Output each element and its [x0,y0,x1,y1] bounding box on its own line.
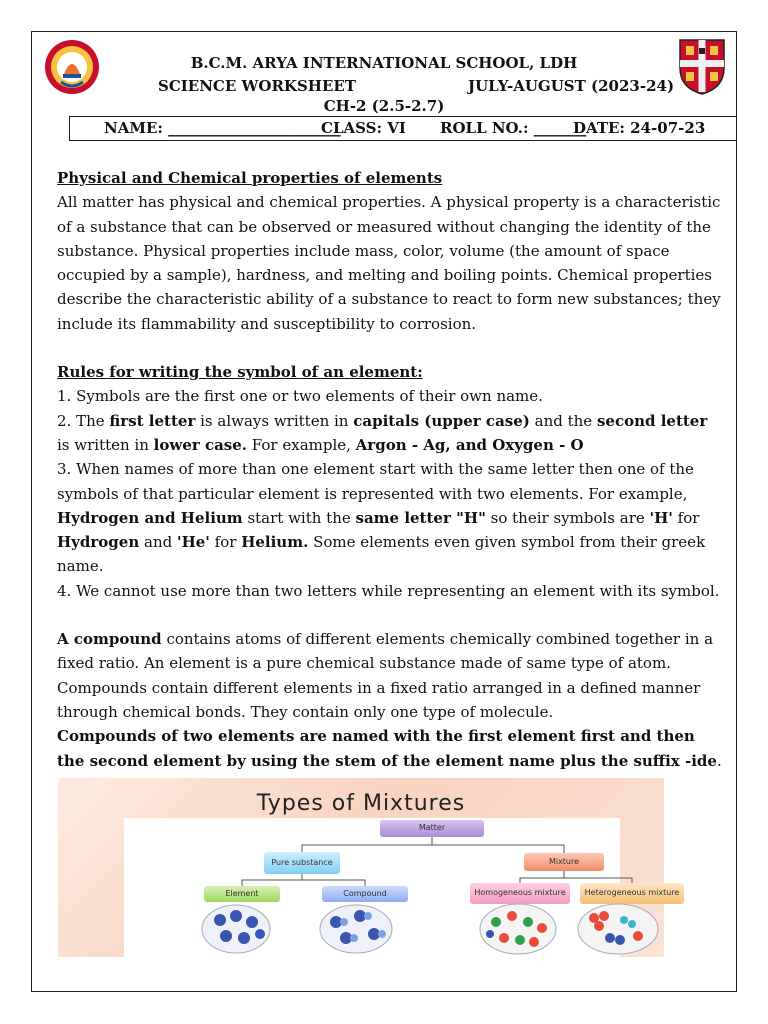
compound-paragraph: A compound contains atoms of different elements chemically combined together in a fixed ratio. An element is a pure chemical substance made of same type of atom. Compounds contain different elements in a fixed ratio arranged in a defined manner through chemical bonds. They contain only one type of molecule. [57,630,714,721]
rule-4: 4. We cannot use more than two letters while representing an element with its symbol. [57,581,720,600]
rule-1: 1. Symbols are the first one or two elements of their own name. [57,387,543,406]
figure-title: Types of Mixtures [256,791,466,816]
properties-paragraph: All matter has physical and chemical properties. A physical property is a characteristic of a substance that can be observed or measured without changing the identity of the substance. Physical properties include mass, color, volume (the amount of space occupied by a sample), hardness, and melting and boiling points. Chemical properties describe the characteristic ability of a substance to react to form new substances; they include its flammability and susceptibility to corrosion. [57,193,721,333]
name-field: NAME: _______________________ [104,119,341,137]
compound-naming-rule: Compounds of two elements are named with the first element first and then the second element by using the stem of the element name plus the suffix -ide. [57,727,722,770]
mixture-node: Mixture [524,853,604,871]
compound-beaker-icon [320,905,392,953]
pure-substance-node: Pure substance [264,852,340,874]
particle-illustrations [124,818,620,957]
section-heading-properties: Physical and Chemical properties of elements [57,169,443,187]
homogeneous-node: Homogeneous mixture [470,883,570,904]
worksheet-content [57,166,722,773]
homogeneous-beaker-icon [480,904,556,954]
types-of-mixtures-figure [58,778,680,957]
matter-node: Matter [380,820,484,837]
class-field: CLASS: VI [321,119,406,137]
session: JULY-AUGUST (2023-24) [468,77,675,95]
rule-2: 2. The first letter is always written in capitals (upper case) and the second letter is written in lower case. For example, Argon - Ag, and Oxygen - O [57,411,708,454]
date-field: DATE: 24-07-23 [573,119,706,137]
rule-3: 3. When names of more than one element start with the same letter then one of the symbols of that particular element is represented with two elements. For example, Hydrogen and Helium start with the same letter "H" so their symbols are 'H' for Hydrogen and 'He' for Helium. Some elements even given symbol from their greek name. [57,460,706,576]
mixture-diagram [124,818,680,957]
roll-no-field: ROLL NO.: _______ [440,119,587,137]
student-info-box [69,116,737,141]
chapter: CH-2 (2.5-2.7) [323,97,445,115]
worksheet-title: SCIENCE WORKSHEET [158,77,356,95]
compound-node: Compound [322,886,408,902]
heterogeneous-node: Heterogeneous mixture [580,883,684,904]
element-node: Element [204,886,280,902]
element-beaker-icon [202,905,270,953]
section-heading-rules: Rules for writing the symbol of an element: [57,363,423,382]
school-name: B.C.M. ARYA INTERNATIONAL SCHOOL, LDH [190,54,578,72]
heterogeneous-beaker-icon [578,904,658,954]
